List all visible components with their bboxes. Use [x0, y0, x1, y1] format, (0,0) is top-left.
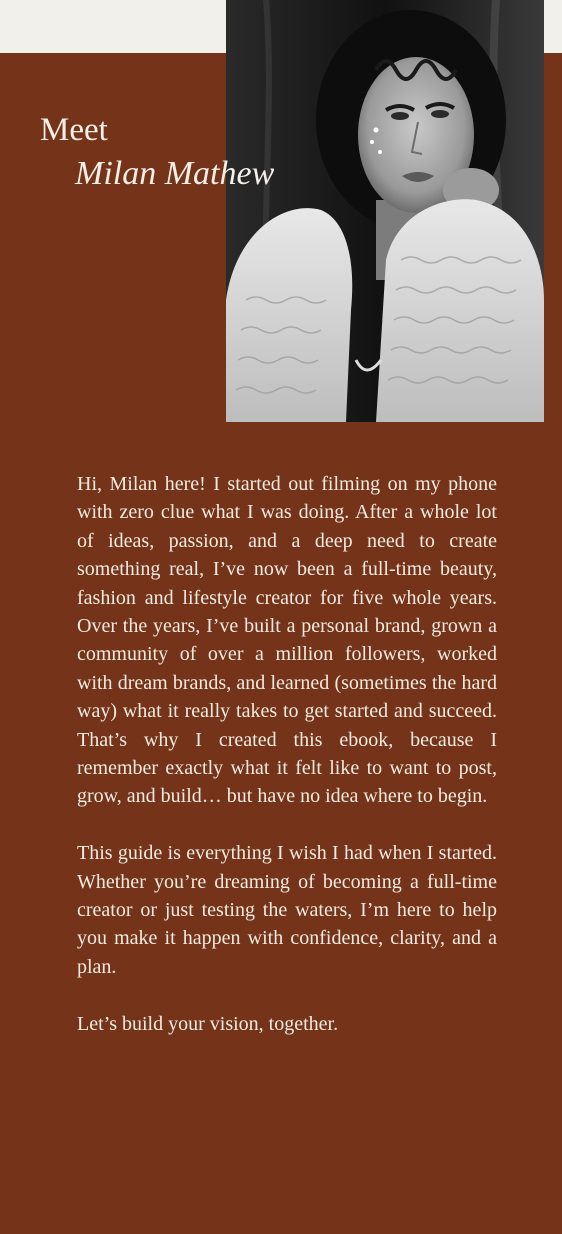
portrait-illustration: [226, 0, 544, 422]
creator-name: Milan Mathew: [75, 155, 275, 192]
bio-paragraph: This guide is everything I wish I had when I started. Whether you’re dreaming of becoming a full-time creator or just testing the waters, I’m here to help you make it happen with confidence, clarity, and a plan.: [77, 842, 497, 978]
meet-heading: Meet: [40, 112, 108, 148]
bio-text: [77, 470, 497, 1066]
bio-paragraph: Hi, Milan here! I started out filming on my phone with zero clue what I was doing. After a whole lot of ideas, passion, and a deep need to create something real, I’ve now been a full-time beauty, fashion and lifestyle creator for five whole years. Over the years, I’ve built a personal brand, grown a community of over a million followers, worked with dream brands, and learned (sometimes the hard way) what it really takes to get started and succeed. That’s why I created this ebook, because I remember exactly what it felt like to want to post, grow, and build… but have no idea where to begin.: [77, 473, 497, 808]
portrait-photo: [226, 0, 544, 422]
bio-closing-line: Let’s build your vision, together.: [77, 1012, 339, 1035]
